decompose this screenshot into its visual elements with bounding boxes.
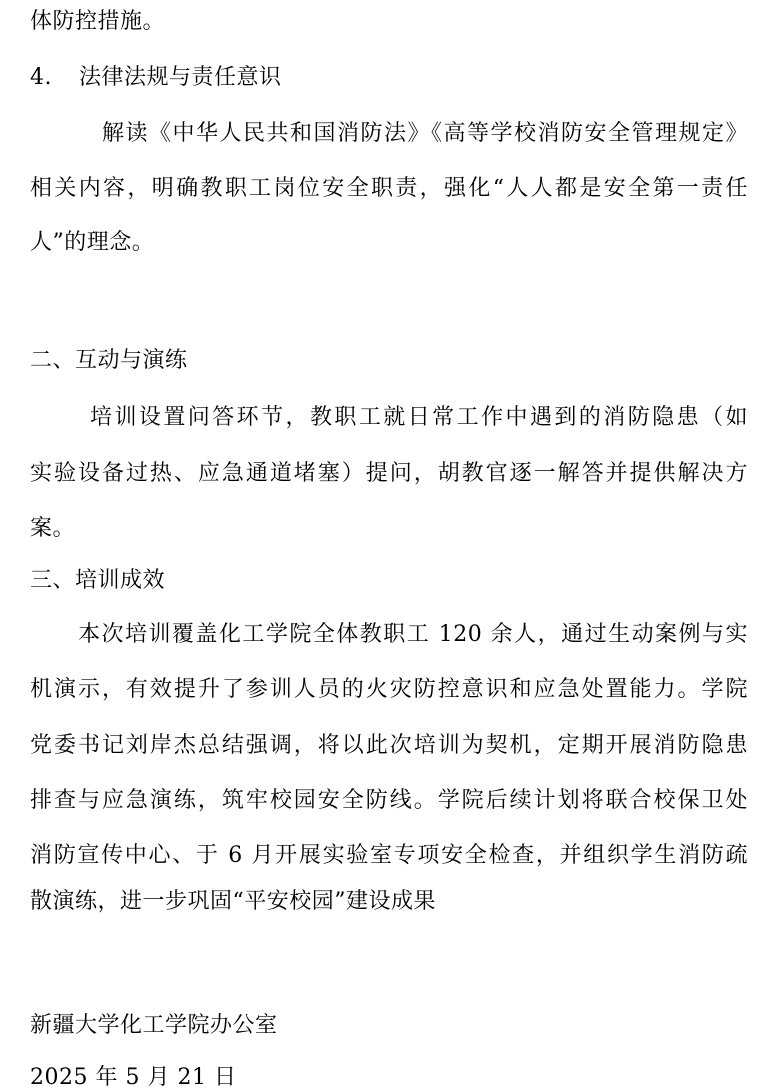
paragraph-line: 排查与应急演练，筑牢校园安全防线。学院后续计划将联合校保卫处 xyxy=(30,788,748,813)
signature-date: 2025 年 5 月 21 日 xyxy=(30,1065,237,1090)
subsection-heading-4 xyxy=(30,64,282,92)
paragraph-line: 解读《中华人民共和国消防法》《高等学校消防安全管理规定》 xyxy=(102,121,748,146)
paragraph-line: 消防宣传中心、于 6 月开展实验室专项安全检查，并组织学生消防疏 xyxy=(30,843,748,868)
paragraph-line: 机演示，有效提升了参训人员的火灾防控意识和应急处置能力。学院 xyxy=(30,677,748,702)
subsection-number: 4. xyxy=(30,65,52,90)
section-heading-three: 三、培训成效 xyxy=(30,568,166,593)
paragraph-line: 相关内容，明确教职工岗位安全职责，强化“人人都是安全第一责任 xyxy=(30,176,748,201)
paragraph-line: 实验设备过热、应急通道堵塞）提问，胡教官逐一解答并提供解决方 xyxy=(30,461,748,486)
paragraph-line: 体防控措施。 xyxy=(30,9,166,34)
paragraph-line: 案。 xyxy=(30,516,76,541)
paragraph-line: 人”的理念。 xyxy=(30,230,155,255)
signature-organization: 新疆大学化工学院办公室 xyxy=(30,1013,278,1038)
subsection-title: 法律法规与责任意识 xyxy=(79,65,282,90)
paragraph-line: 党委书记刘岸杰总结强调，将以此次培训为契机，定期开展消防隐患 xyxy=(30,733,748,758)
paragraph-line: 散演练，进一步巩固“平安校园”建设成果 xyxy=(30,889,436,914)
paragraph-line: 培训设置问答环节，教职工就日常工作中遇到的消防隐患（如 xyxy=(90,405,748,430)
paragraph-line: 本次培训覆盖化工学院全体教职工 120 余人，通过生动案例与实 xyxy=(78,622,748,647)
section-heading-two: 二、互动与演练 xyxy=(30,348,188,373)
